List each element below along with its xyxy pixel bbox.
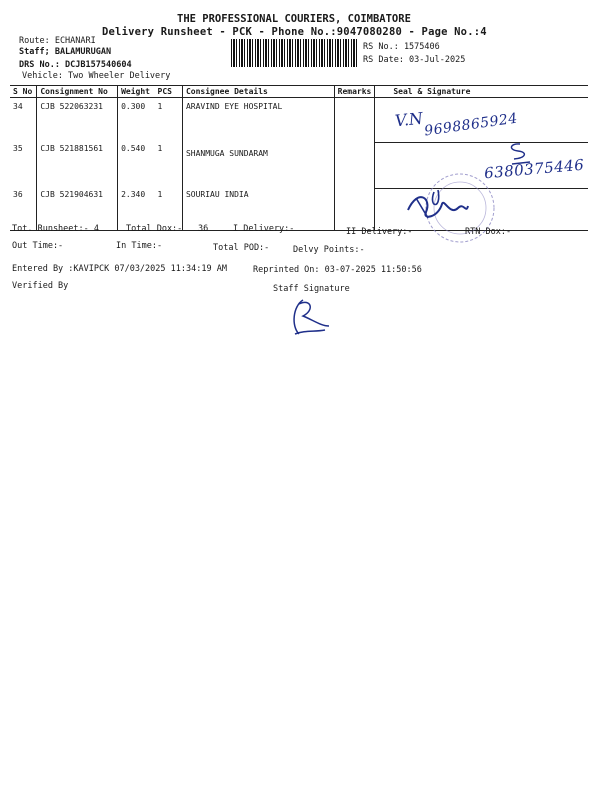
- rs-date: RS Date: 03-Jul-2025: [363, 55, 466, 65]
- col-weight: Weight: [118, 86, 155, 98]
- tot-runsheet: Tot. Runsheet:- 4: [12, 224, 99, 234]
- row-consignee: ARAVIND EYE HOSPITAL: [182, 98, 334, 143]
- col-remarks: Remarks: [334, 86, 375, 98]
- total-dox-value: 36: [198, 224, 209, 234]
- row-weight: 0.540: [118, 143, 155, 189]
- row-pcs: 1: [157, 102, 163, 111]
- rtn-dox: RTN Dox:-: [465, 227, 512, 237]
- runsheet-title: Delivery Runsheet - PCK - Phone No.:9047080280 - Page No.:4: [102, 26, 487, 38]
- delvy-points: Delvy Points:-: [293, 245, 365, 255]
- col-pcs: PCS: [155, 86, 183, 98]
- handwritten-initials: V.N: [394, 108, 424, 131]
- total-dox-label: Total Dox:-: [126, 224, 183, 234]
- row-pcs: 1: [157, 143, 163, 153]
- row-sno: 36: [10, 189, 37, 231]
- reprinted-on: Reprinted On: 03-07-2025 11:50:56: [253, 265, 422, 275]
- ii-delivery: II Delivery:-: [346, 227, 413, 237]
- col-sno: S No: [10, 86, 37, 98]
- barcode: [231, 39, 357, 67]
- row-sno: 34: [13, 102, 23, 111]
- out-time: Out Time:-: [12, 241, 64, 251]
- col-consignment: Consignment No: [37, 86, 118, 98]
- col-consignee: Consignee Details: [182, 86, 334, 98]
- drs-number: DRS No.: DCJB157540604: [19, 60, 132, 70]
- i-delivery: I Delivery:-: [233, 224, 295, 234]
- in-time: In Time:-: [116, 241, 163, 251]
- verified-by: Verified By: [12, 281, 69, 291]
- signature-row2-icon: [500, 140, 540, 170]
- row-weight: 0.300: [118, 98, 155, 143]
- vehicle-label: Vehicle: Two Wheeler Delivery: [22, 71, 171, 81]
- row-sno: 35: [13, 143, 23, 153]
- total-pod: Total POD:-: [213, 243, 270, 253]
- row-weight: 2.340: [118, 189, 155, 231]
- table-header-row: [10, 86, 588, 98]
- entered-by: Entered By :KAVIPCK 07/03/2025 11:34:19 AM: [12, 264, 227, 274]
- col-seal: Seal & Signature: [375, 86, 588, 98]
- row-consignment: CJB 522063231: [37, 98, 118, 143]
- row-remarks: [334, 98, 375, 143]
- rs-number: RS No.: 1575406: [363, 42, 440, 52]
- row-remarks: [334, 143, 375, 189]
- route-label: Route: ECHANARI: [19, 36, 96, 46]
- company-title: THE PROFESSIONAL COURIERS, COIMBATORE: [177, 13, 411, 25]
- row-consignee: SOURIAU INDIA: [182, 189, 334, 231]
- handwritten-phone-1: 9698865924: [423, 110, 519, 140]
- row-consignment: CJB 521904631: [37, 189, 118, 231]
- row-consignee: SHANMUGA SUNDARAM: [182, 143, 334, 189]
- staff-signature-label: Staff Signature: [273, 284, 350, 294]
- row-remarks: [334, 189, 375, 231]
- row-consignment: CJB 521881561: [37, 143, 118, 189]
- staff-label: Staff; BALAMURUGAN: [19, 47, 112, 57]
- handwritten-phone-2: 6380375446: [483, 155, 586, 183]
- row-pcs: 1: [155, 189, 183, 231]
- staff-signature-icon: [285, 296, 335, 341]
